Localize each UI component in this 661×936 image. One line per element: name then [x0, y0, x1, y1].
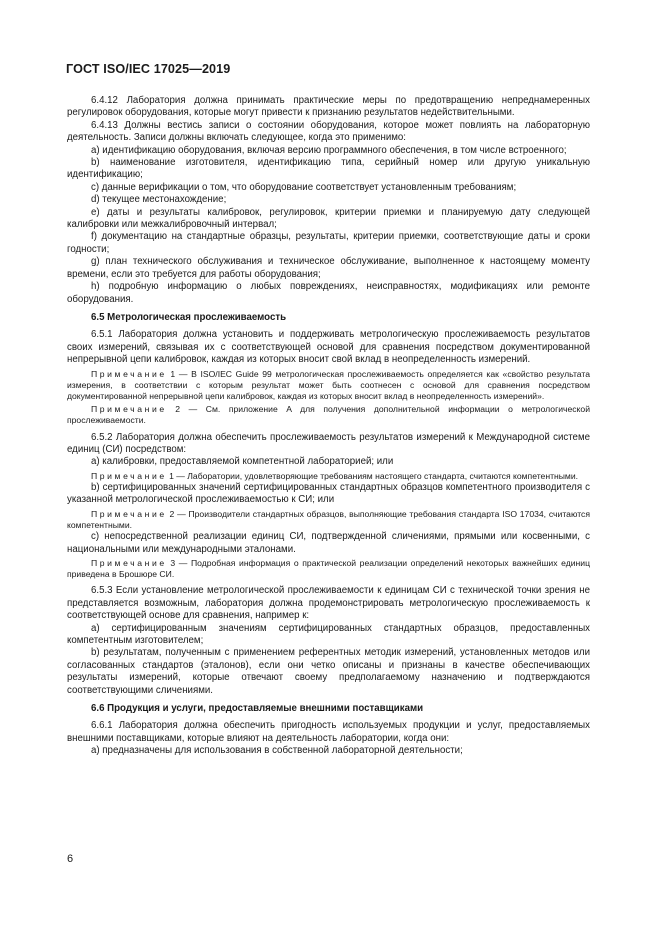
paragraph: 6.4.13 Должны вестись записи о состоянии оборудования, которое может повлиять на лабораторную деятельность. Записи должны включать следующее, когда это применимо: [67, 119, 590, 144]
page-number: 6 [67, 853, 74, 865]
note-text: 3 — Подробная информация о практической реализации определений некоторых важнейших единиц приведена в Брошюре СИ. [67, 558, 590, 580]
note-text: 2 — Производители стандартных образцов, выполняющие требования стандарта ISO 17034, считаются компетентными. [67, 508, 590, 530]
note-label: Примечание [91, 508, 167, 519]
paragraph: 6.5.2 Лаборатория должна обеспечить прослеживаемость результатов измерений к Международной системе единиц (СИ) посредством: [67, 431, 590, 455]
note-text: 2 — См. приложение A для получения дополнительной информации о метрологической прослеживаемости. [67, 404, 590, 426]
note-label: Примечание [91, 404, 167, 415]
list-item: a) сертифицированным значениям сертифицированных стандартных образцов, предоставленных компетентным изготовителем; [67, 622, 590, 647]
note-label: Примечание [91, 470, 167, 481]
section-heading: 6.5 Метрологическая прослеживаемость [91, 311, 287, 323]
list-item: a) калибровки, предоставляемой компетентной лабораторией; или [91, 456, 394, 468]
paragraph: 6.5.3 Если установление метрологической прослеживаемости к единицам СИ с технической точки зрения не представляется возможным, лаборатория должна продемонстрировать метрологическую прослеживаемость к соответствующей основе для сравнения, например к: [67, 585, 590, 622]
document-body [67, 95, 590, 758]
list-item: c) непосредственной реализации единиц СИ, подтвержденной сличениями, прямыми или косвенными, с национальными или международными эталонами. [67, 531, 590, 555]
list-item: b) сертифицированных значений сертифицированных стандартных образцов компетентного производителя с указанной метрологической прослеживаемостью к СИ; или [67, 481, 590, 506]
note [67, 558, 590, 580]
list-item: b) результатам, полученным с применением референтных методик измерений, установленных методов или согласованных стандартов (эталонов), если они четко описаны и признаны в качестве обеспечивающих результаты измерений, которые отвечают своему предполагаемому назначению и подтверждаются соответствующими сличениями. [67, 647, 590, 696]
list-item: a) предназначены для использования в собственной лабораторной деятельности; [91, 745, 463, 757]
list-item: c) данные верификации о том, что оборудование соответствует установленным требованиям; [91, 181, 517, 193]
document-header: ГОСТ ISO/IEC 17025—2019 [66, 62, 231, 76]
list-item: a) идентификацию оборудования, включая версию программного обеспечения, в том числе встроенного; [91, 144, 567, 156]
list-item: b) наименование изготовителя, идентификацию типа, серийный номер или другую уникальную идентификацию; [67, 157, 590, 181]
note [67, 404, 590, 426]
paragraph: 6.6.1 Лаборатория должна обеспечить пригодность используемых продукции и услуг, предоставляемых внешними поставщиками, которые влияют на деятельность лаборатории, когда они: [67, 720, 590, 744]
note-text: 1 — Лаборатории, удовлетворяющие требованиям настоящего стандарта, считаются компетентными. [166, 470, 579, 481]
note [67, 509, 590, 531]
list-item: h) подробную информацию о любых повреждениях, неисправностях, модификациях или ремонте оборудования. [67, 281, 590, 305]
note [67, 471, 590, 482]
list-item: f) документацию на стандартные образцы, результаты, критерии приемки, соответствующие даты и сроки годности; [67, 231, 590, 255]
note-text: 1 — В ISO/IEC Guide 99 метрологическая прослеживаемость определяется как «свойство результата измерения, в соответствии с которым результат может быть соотнесен с основой для сравнения посредством документированной непрерывной цепи калибровок, каждая из которых вносит вклад в неопределенность измерений». [67, 368, 590, 401]
note [67, 369, 590, 403]
list-item: d) текущее местонахождение; [91, 194, 227, 206]
paragraph: 6.4.12 Лаборатория должна принимать практические меры по предотвращению непреднамеренных регулировок оборудования, которые могут привести к признанию результатов недействительными. [67, 95, 590, 119]
note-label: Примечание [91, 368, 167, 379]
list-item: e) даты и результаты калибровок, регулировок, критерии приемки и планируемую дату следующей калибровки или межкалибровочный интервал; [67, 206, 590, 231]
list-item: g) план технического обслуживания и техническое обслуживание, выполненное к настоящему моменту времени, если это требуется для работы оборудования; [67, 256, 590, 280]
paragraph: 6.5.1 Лаборатория должна установить и поддерживать метрологическую прослеживаемость результатов своих измерений, связывая их с соответствующей основой для сравнения посредством документированной непрерывной цепи калибровок, каждая из которых вносит свой вклад в неопределенность измерений. [67, 329, 590, 366]
section-heading: 6.6 Продукция и услуги, предоставляемые внешними поставщиками [91, 703, 424, 715]
note-label: Примечание [91, 558, 167, 568]
